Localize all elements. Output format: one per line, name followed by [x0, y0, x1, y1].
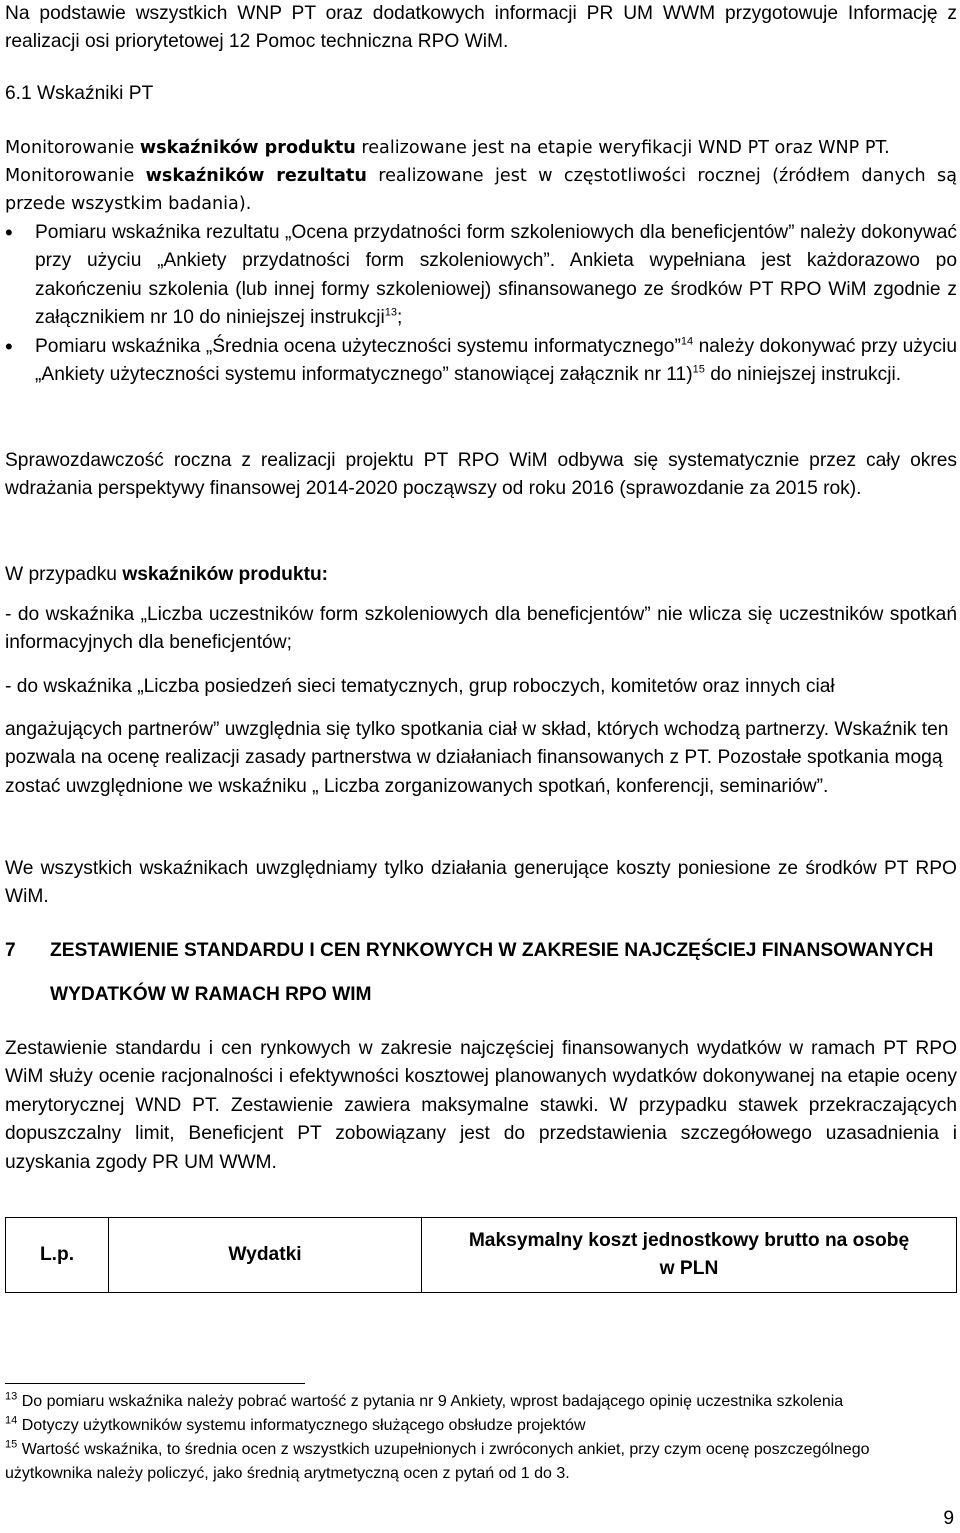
footnote-text: Do pomiaru wskaźnika należy pobrać wartość z pytania nr 9 Ankiety, wprost badającego opinię uczestnika szkolenia: [21, 1393, 844, 1410]
footnote-number: 14: [5, 1414, 18, 1427]
text: ;: [397, 307, 403, 329]
paragraph-result-indicators: [5, 162, 957, 219]
footnote-number: 15: [5, 1438, 18, 1451]
bold-text: wskaźników produktu:: [122, 564, 329, 585]
header-line: Maksymalny koszt jednostkowy brutto na osobę: [468, 1230, 910, 1251]
text: Pomiaru wskaźnika rezultatu „Ocena przydatności form szkoleniowych dla beneficjentów” należy dokonywać przy użyciu „Ankiety przydatności form szkoleniowych”. Ankieta wypełniana jest każdorazowo po zakończeniu szkolenia (lub innej formy szkoleniowej) sfinansowanego ze środków PT RPO WiM zgodnie z załącznikiem nr 10 do niniejszej instrukcji: [35, 222, 957, 329]
text: Monitorowanie: [5, 138, 140, 158]
paragraph-partners: angażujących partnerów” uwzględnia się tylko spotkania ciał w skład, których wchodzą partnerzy. Wskaźnik ten pozwala na ocenę realizacji zasady partnerstwa w działaniach finansowanych z PT. Pozostałe spotkania mogą zostać uwzględnione we wskaźniku „ Liczba zorganizowanych spotkań, konferencji, seminariów”.: [5, 719, 949, 797]
header-expenses: Wydatki: [109, 1218, 422, 1293]
product-indicators-heading: [5, 561, 328, 589]
table-header-row: [6, 1218, 957, 1293]
reporting-paragraph: Sprawozdawczość roczna z realizacji projektu PT RPO WiM odbywa się systematycznie przez cały okres wdrażania perspektywy finansowej 2014-2020 począwszy od roku 2016 (sprawozdanie za 2015 rok).: [5, 450, 957, 500]
footnote-ref: 13: [384, 306, 398, 319]
footnote-ref: 15: [692, 363, 705, 376]
section-title-line: WYDATKÓW W RAMACH RPO WIM: [50, 984, 372, 1005]
paragraph-participants: - do wskaźnika „Liczba uczestników form szkoleniowych dla beneficjentów” nie wlicza się uczestników spotkań informacyjnych dla beneficjentów;: [5, 604, 957, 654]
text: do niniejszej instrukcji.: [704, 364, 902, 386]
section-heading: [5, 937, 957, 1009]
text: Monitorowanie: [5, 166, 146, 186]
page-number: 9: [943, 1508, 954, 1529]
footnote: [5, 1414, 957, 1438]
paragraph-meetings: - do wskaźnika „Liczba posiedzeń sieci tematycznych, grup roboczych, komitetów oraz innych ciał: [5, 676, 835, 697]
paragraph-product-indicators: [5, 134, 957, 162]
text: W przypadku: [5, 564, 123, 585]
footnote-number: 13: [5, 1390, 18, 1403]
subsection-heading: 6.1 Wskaźniki PT: [5, 83, 154, 104]
section-title: [50, 937, 933, 1009]
header-lp: L.p.: [6, 1218, 109, 1293]
bullet-item: [5, 219, 957, 333]
footnote-ref: 14: [680, 335, 694, 348]
indicator-bullet-list: [5, 219, 957, 389]
text: realizowane jest w częstotliwości rocznej (źródłem danych są przede wszystkim badania).: [5, 166, 958, 215]
header-max-cost: [422, 1218, 957, 1293]
paragraph-costs: We wszystkich wskaźnikach uwzględniamy tylko działania generujące koszty poniesione ze środków PT RPO WiM.: [5, 858, 957, 908]
text: realizowane jest na etapie weryfikacji WND PT oraz WNP PT.: [355, 138, 890, 158]
footnote-text: Wartość wskaźnika, to średnia ocen z wszystkich uzupełnionych i zwróconych ankiet, przy czym ocenę poszczególnego użytkownika należy policzyć, jako średnią arytmetyczną ocen z pytań od 1 do 3.: [5, 1441, 870, 1482]
cost-table: [5, 1217, 957, 1293]
text: należy dokonywać przy użyciu „Ankiety użyteczności systemu informatycznego” stanowiącej załącznik nr 11): [35, 335, 957, 386]
section-title-line: ZESTAWIENIE STANDARDU I CEN RYNKOWYCH W ZAKRESIE NAJCZĘŚCIEJ FINANSOWANYCH: [50, 940, 934, 961]
bold-text: wskaźników produktu: [139, 138, 356, 158]
bold-text: wskaźników rezultatu: [145, 166, 367, 186]
footnote: [5, 1390, 957, 1414]
text: Pomiaru wskaźnika „Średnia ocena użyteczności systemu informatycznego”: [35, 335, 681, 357]
intro-paragraph: Na podstawie wszystkich WNP PT oraz dodatkowych informacji PR UM WWM przygotowuje Informację z realizacji osi priorytetowej 12 Pomoc techniczna RPO WiM.: [5, 3, 957, 53]
footnote-separator: [5, 1383, 305, 1384]
standards-paragraph: Zestawienie standardu i cen rynkowych w zakresie najczęściej finansowanych wydatków w ramach PT RPO WiM służy ocenie racjonalności i efektywności kosztowej planowanych wydatków dokonywanej na etapie oceny merytorycznej WND PT. Zestawienie zawiera maksymalne stawki. W przypadku stawek przekraczających dopuszczalny limit, Beneficjent PT zobowiązany jest do przedstawienia szczegółowego uzasadnienia i uzyskania zgody PR UM WWM.: [5, 1038, 957, 1173]
footnote-text: Dotyczy użytkowników systemu informatycznego służącego obsłudze projektów: [21, 1417, 586, 1434]
header-line: w PLN: [659, 1258, 719, 1279]
footnote: [5, 1438, 957, 1486]
section-number: 7: [5, 940, 16, 961]
bullet-item: [5, 333, 957, 390]
